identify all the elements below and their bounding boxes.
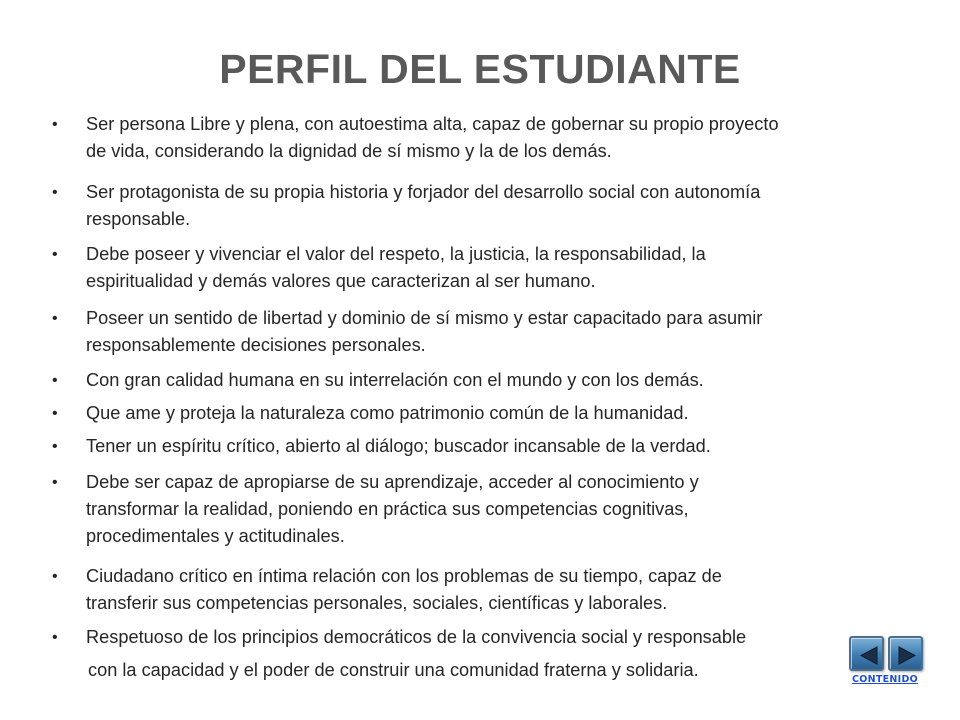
bullet-dot: • [52, 246, 58, 263]
bullet-line: responsablemente decisiones personales. [86, 335, 426, 355]
bullet-dot: • [52, 310, 58, 327]
bullet-item [52, 367, 846, 394]
bullet-item [52, 563, 846, 617]
bullet-line: Con gran calidad humana en su interrelación con el mundo y con los demás. [86, 370, 704, 390]
bullet-line: procedimentales y actitudinales. [86, 526, 345, 546]
slide-navigation [845, 636, 925, 692]
bullet-line: espiritualidad y demás valores que caracterizan al ser humano. [86, 271, 596, 291]
bullet-item [52, 111, 846, 165]
bullet-dot: • [52, 568, 58, 585]
bullet-item [52, 305, 846, 359]
bullet-line: Respetuoso de los principios democráticos de la convivencia social y responsable [86, 627, 747, 647]
bullet-dot: • [52, 405, 58, 422]
bullet-dot: • [52, 116, 58, 133]
bullet-line: transformar la realidad, poniendo en práctica sus competencias cognitivas, [86, 499, 689, 519]
bullet-line: responsable. [86, 209, 191, 229]
bullet-dot: • [52, 629, 58, 646]
triangle-right-icon [896, 644, 919, 667]
bullet-item [52, 179, 846, 233]
bullet-line: Ser protagonista de su propia historia y forjador del desarrollo social con autonomía [86, 182, 761, 202]
slide-title: PERFIL DEL ESTUDIANTE [219, 46, 741, 92]
bullet-item [52, 433, 846, 460]
bullet-dot: • [52, 474, 58, 491]
bullet-dot: • [52, 372, 58, 389]
bullet-item [52, 624, 846, 651]
contenido-link[interactable]: CONTENIDO [851, 674, 919, 685]
bullet-line: Tener un espíritu crítico, abierto al diálogo; buscador incansable de la verdad. [86, 436, 711, 456]
bullet-item [52, 241, 846, 295]
bullet-line: Ser persona Libre y plena, con autoestima alta, capaz de gobernar su propio proyecto [86, 114, 779, 134]
bullet-line: Poseer un sentido de libertad y dominio de sí mismo y estar capacitado para asumir [86, 308, 763, 328]
previous-slide-button[interactable] [849, 636, 884, 671]
bullet-dot: • [52, 438, 58, 455]
bullet-line: Debe poseer y vivenciar el valor del respeto, la justicia, la responsabilidad, la [86, 244, 706, 264]
bullet-item [52, 400, 846, 427]
bullet-dot: • [52, 184, 58, 201]
triangle-left-icon [857, 644, 880, 667]
bullet-line: transferir sus competencias personales, sociales, científicas y laborales. [86, 593, 668, 613]
bullet-line: de vida, considerando la dignidad de sí mismo y la de los demás. [86, 141, 612, 161]
next-slide-button[interactable] [888, 636, 923, 671]
bullet-item [52, 469, 846, 550]
bullet-line: Ciudadano crítico en íntima relación con los problemas de su tiempo, capaz de [86, 566, 722, 586]
bullet-line: Debe ser capaz de apropiarse de su aprendizaje, acceder al conocimiento y [86, 472, 699, 492]
bullet-line: Que ame y proteja la naturaleza como patrimonio común de la humanidad. [86, 403, 689, 423]
bullet-continuation-line: con la capacidad y el poder de construir una comunidad fraterna y solidaria. [88, 660, 699, 680]
